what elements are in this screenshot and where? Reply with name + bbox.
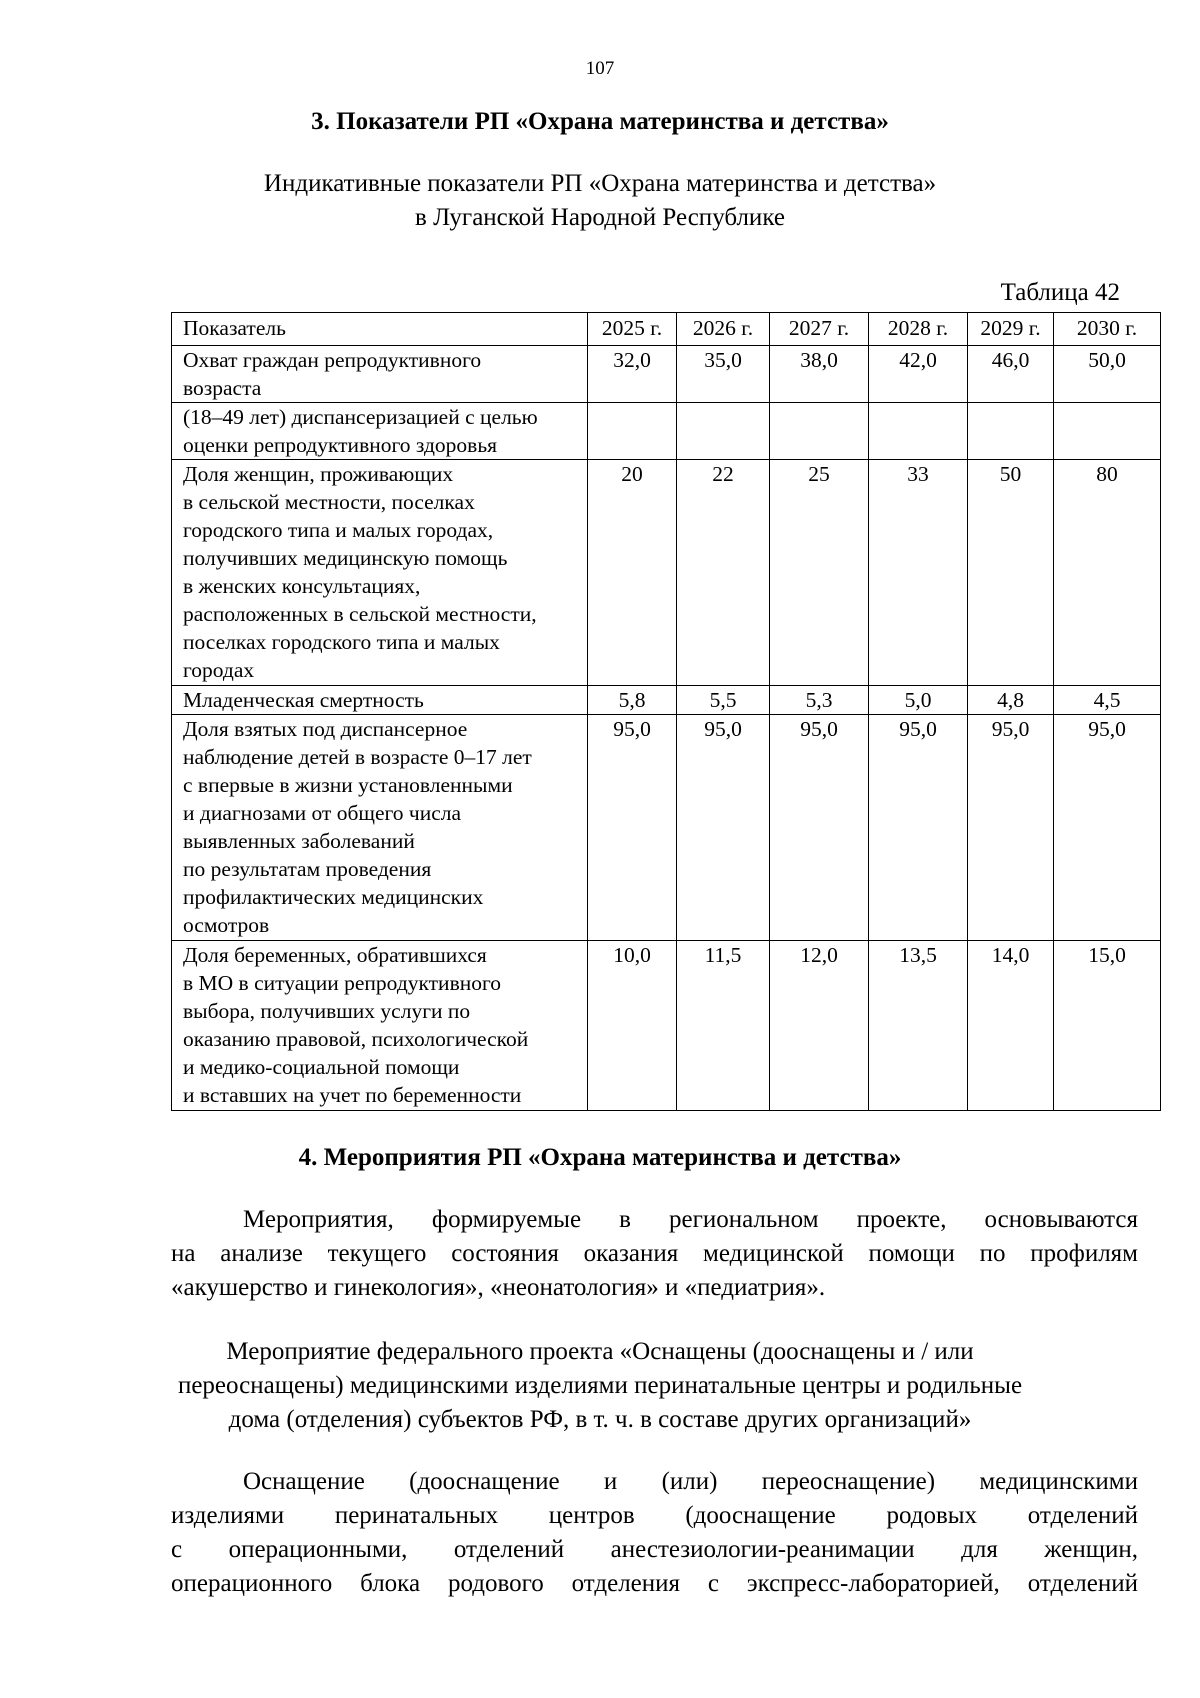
table-row (172, 403, 1161, 460)
indicator-value: 95,0 (869, 715, 968, 941)
indicators-table (171, 312, 1161, 1111)
header-year: 2028 г. (869, 313, 968, 346)
indicator-value: 15,0 (1054, 941, 1161, 1111)
section-3-heading: 3. Показатели РП «Охрана материнства и детства» (311, 108, 889, 135)
indicator-name: Охват граждан репродуктивного возраста (172, 346, 588, 403)
indicator-value (1054, 403, 1161, 460)
paragraph-line: Оснащение (дооснащение и (или) переоснащение) медицинскими (243, 1468, 1138, 1495)
federal-event-title (0, 1335, 1200, 1437)
indicator-value: 50,0 (1054, 346, 1161, 403)
table-title-line-2: в Луганской Народной Республике (415, 204, 785, 231)
indicator-value: 80 (1054, 460, 1161, 686)
equipment-paragraph (171, 1465, 1138, 1601)
indicator-value: 14,0 (968, 941, 1054, 1111)
indicator-value (869, 403, 968, 460)
indicator-value: 4,8 (968, 686, 1054, 715)
indicator-name: Доля женщин, проживающих в сельской местности, поселках городского типа и малых городах, получивших медицинскую помощь в женских консультациях, расположенных в сельской местности, поселках городского типа и малых городах (172, 460, 588, 686)
indicator-value: 12,0 (770, 941, 869, 1111)
indicator-value: 33 (869, 460, 968, 686)
table-row (172, 460, 1161, 686)
federal-event-line: переоснащены) медицинскими изделиями перинатальные центры и родильные (177, 1372, 1023, 1399)
paragraph-line: с операционными, отделений анестезиологии-реанимации для женщин, (171, 1536, 1138, 1563)
header-year: 2027 г. (770, 313, 869, 346)
indicator-value: 95,0 (968, 715, 1054, 941)
indicator-value: 20 (588, 460, 677, 686)
intro-paragraph (171, 1203, 1138, 1305)
table-caption: Таблица 42 (1000, 279, 1120, 306)
table-row (172, 941, 1161, 1111)
indicator-value (588, 403, 677, 460)
indicator-value: 95,0 (588, 715, 677, 941)
indicator-value: 95,0 (770, 715, 869, 941)
header-year: 2030 г. (1054, 313, 1161, 346)
paragraph-line: «акушерство и гинекология», «неонатология» и «педиатрия». (171, 1274, 826, 1301)
table-row (172, 686, 1161, 715)
header-year: 2026 г. (677, 313, 770, 346)
paragraph-line: на анализе текущего состояния оказания медицинской помощи по профилям (171, 1240, 1138, 1267)
paragraph-line: изделиями перинатальных центров (дооснащение родовых отделений (171, 1502, 1138, 1529)
indicator-value: 5,0 (869, 686, 968, 715)
table-title-line-1: Индикативные показатели РП «Охрана материнства и детства» (263, 170, 937, 197)
indicator-value: 10,0 (588, 941, 677, 1111)
paragraph-line: Мероприятия, формируемые в региональном проекте, основываются (243, 1206, 1138, 1233)
indicator-value: 4,5 (1054, 686, 1161, 715)
indicator-value (770, 403, 869, 460)
header-year: 2029 г. (968, 313, 1054, 346)
indicator-value: 22 (677, 460, 770, 686)
indicator-name: Доля взятых под диспансерное наблюдение детей в возрасте 0–17 лет с впервые в жизни установленными и диагнозами от общего числа выявленных заболеваний по результатам проведения профилактических медицинских осмотров (172, 715, 588, 941)
indicator-value: 38,0 (770, 346, 869, 403)
table-row (172, 715, 1161, 941)
indicator-value: 25 (770, 460, 869, 686)
indicator-value: 95,0 (1054, 715, 1161, 941)
indicator-value: 42,0 (869, 346, 968, 403)
federal-event-line: дома (отделения) субъектов РФ, в т. ч. в составе других организаций» (228, 1406, 972, 1433)
indicator-value: 50 (968, 460, 1054, 686)
indicator-name: Доля беременных, обратившихся в МО в ситуации репродуктивного выбора, получивших услуги по оказанию правовой, психологической и медико-социальной помощи и вставших на учет по беременности (172, 941, 588, 1111)
indicator-value: 32,0 (588, 346, 677, 403)
header-year: 2025 г. (588, 313, 677, 346)
page-number: 107 (585, 58, 615, 79)
indicator-value: 5,8 (588, 686, 677, 715)
indicator-value: 5,5 (677, 686, 770, 715)
table-title (0, 167, 1200, 235)
indicator-value: 46,0 (968, 346, 1054, 403)
federal-event-line: Мероприятие федерального проекта «Оснащены (дооснащены и / или (226, 1338, 974, 1365)
indicator-value (968, 403, 1054, 460)
indicator-value (677, 403, 770, 460)
paragraph-line: операционного блока родового отделения с экспресс-лабораторией, отделений (171, 1570, 1138, 1597)
indicator-name: Младенческая смертность (172, 686, 588, 715)
indicator-value: 5,3 (770, 686, 869, 715)
indicator-name: (18–49 лет) диспансеризацией с целью оценки репродуктивного здоровья (172, 403, 588, 460)
table-header-row (172, 313, 1161, 346)
header-indicator: Показатель (172, 313, 588, 346)
table-row (172, 346, 1161, 403)
indicator-value: 13,5 (869, 941, 968, 1111)
section-4-heading: 4. Мероприятия РП «Охрана материнства и детства» (298, 1144, 902, 1171)
indicator-value: 11,5 (677, 941, 770, 1111)
indicator-value: 35,0 (677, 346, 770, 403)
indicator-value: 95,0 (677, 715, 770, 941)
